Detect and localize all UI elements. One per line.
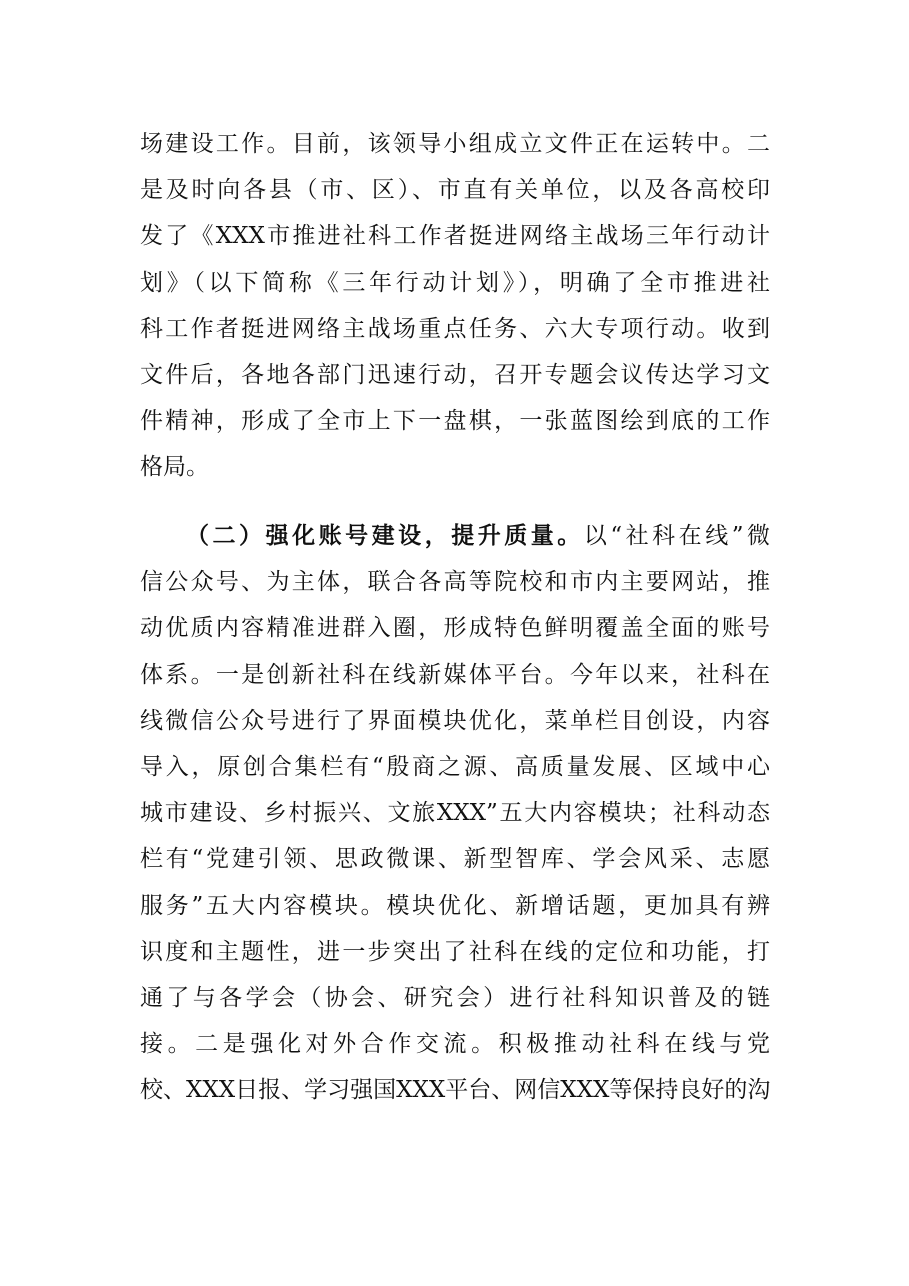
paragraph-line: 校、XXX日报、学习强国XXX平台、网信XXX等保持良好的沟 [140,1077,771,1104]
paragraph-line: 接。二是强化对外合作交流。积极推动社科在线与党 [140,1031,770,1058]
paragraph-line: 信公众号、为主体，联合各高等院校和市内主要网站，推 [140,569,770,596]
paragraph-line: 科工作者挺进网络主战场重点任务、六大专项行动。收到 [140,315,770,342]
section-heading: （二）强化账号建设，提升质量。 [186,522,584,549]
paragraph-line: 线微信公众号进行了界面模块优化，菜单栏目创设，内容 [140,707,770,734]
paragraph-line: 场建设工作。目前，该领导小组成立文件正在运转中。二 [140,131,770,157]
paragraph-line: 导入，原创合集栏有“殷商之源、高质量发展、区域中心 [140,753,770,780]
heading-continuation: 以“社科在线”微 [583,523,770,549]
paragraph-line: 栏有“党建引领、思政微课、新型智库、学会风采、志愿 [140,846,770,873]
paragraph-1 [140,121,770,491]
paragraph-line: 发了《XXX市推进社科工作者挺进网络主战场三年行动计 [140,223,770,250]
paragraph-line: 动优质内容精准进群入圈，形成特色鲜明覆盖全面的账号 [140,615,770,642]
paragraph-line: 体系。一是创新社科在线新媒体平台。今年以来，社科在 [140,661,770,688]
paragraph-line: 通了与各学会（协会、研究会）进行社科知识普及的链 [140,984,770,1011]
paragraph-line: 服务”五大内容模块。模块优化、新增话题，更加具有辨 [140,892,770,919]
paragraph-line: 件精神，形成了全市上下一盘棋，一张蓝图绘到底的工作 [140,408,770,435]
paragraph-first-line [140,513,770,559]
paragraph-line: 城市建设、乡村振兴、文旅XXX”五大内容模块；社科动态 [140,800,770,827]
paragraph-line: 是及时向各县（市、区）、市直有关单位，以及各高校印 [140,177,770,204]
paragraph-line: 划》（以下简称《三年行动计划》），明确了全市推进社 [140,269,770,296]
paragraph-line: 识度和主题性，进一步突出了社科在线的定位和功能，打 [140,938,770,965]
paragraph-line: 文件后，各地各部门迅速行动，召开专题会议传达学习文 [140,361,770,388]
paragraph-2 [140,513,770,1113]
paragraph-line: 格局。 [140,454,209,481]
